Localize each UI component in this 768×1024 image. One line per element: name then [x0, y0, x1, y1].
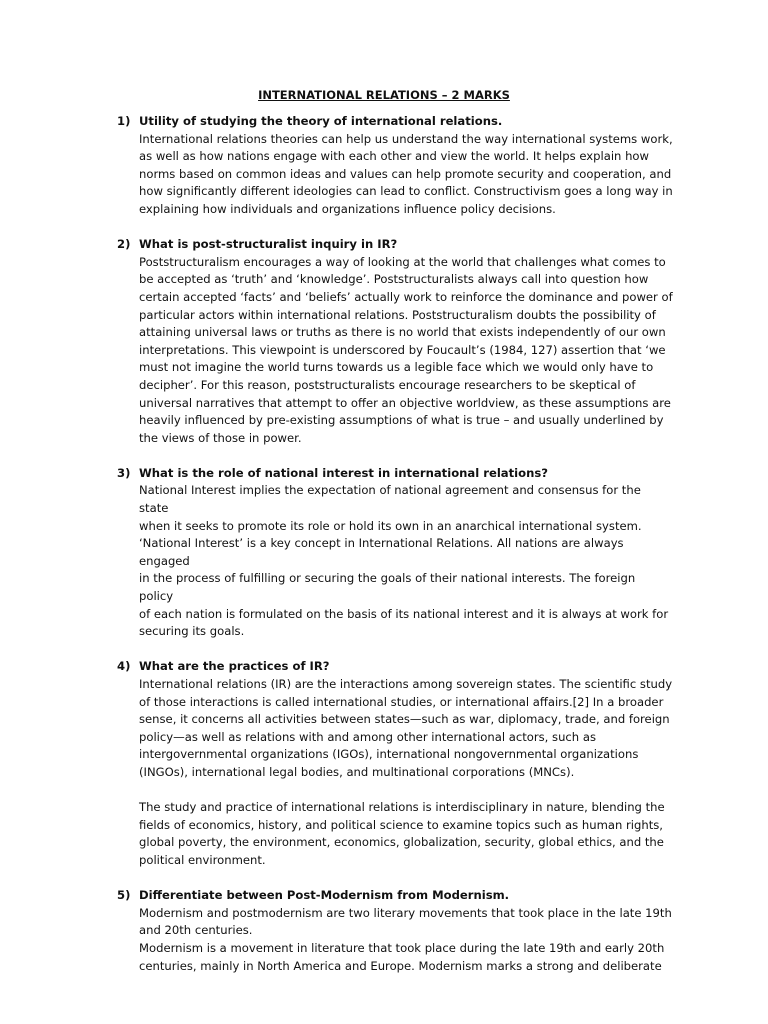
question-item — [117, 465, 673, 641]
question-number: 2) — [117, 237, 131, 252]
question-item — [117, 113, 673, 219]
question-number: 4) — [117, 659, 131, 674]
question-item — [117, 887, 673, 975]
answer-paragraph: International relations theories can help us understand the way international systems work, as well as how nations engage with each other and view the world. It helps explain how norms based on common ideas and values can help promote security and cooperation, and how significantly different ideologies can lead to conflict. Constructivism goes a long way in explaining how individuals and organizations influence policy decisions. — [139, 131, 673, 216]
question-title: What are the practices of IR? — [139, 659, 330, 674]
question-list — [117, 113, 673, 993]
answer-paragraph: The study and practice of international relations is interdisciplinary in nature, blending the fields of economics, history, and political science to examine topics such as human rights, global poverty, the environment, economics, globalization, security, global ethics, and the political environment. — [139, 800, 665, 867]
question-title: What is the role of national interest in international relations? — [139, 465, 548, 480]
question-heading — [117, 113, 673, 131]
answer-paragraph: Modernism and postmodernism are two literary movements that took place in the late 19th and 20th centuries. — [139, 905, 672, 938]
answer-body — [139, 131, 673, 219]
answer-paragraph: Modernism is a movement in literature that took place during the late 19th and early 20th centuries, mainly in North America and Europe. Modernism marks a strong and deliberate — [139, 940, 665, 973]
question-heading — [117, 658, 673, 676]
answer-body — [139, 254, 673, 448]
question-title: What is post-structuralist inquiry in IR? — [139, 237, 398, 252]
answer-paragraph: International relations (IR) are the interactions among sovereign states. The scientific study of those interactions is called international studies, or international affairs.[2] In a broader sense, it concerns all activities between states—such as war, diplomacy, trade, and foreign policy—as well as relations with and among other international actors, such as intergovernmental organizations (IGOs), international nongovernmental organizations (INGOs), international legal bodies, and multinational corporations (MNCs). — [139, 677, 673, 779]
question-item — [117, 658, 673, 869]
question-number: 1) — [117, 114, 131, 128]
answer-paragraph: Poststructuralism encourages a way of looking at the world that challenges what comes to be accepted as ‘truth’ and ‘knowledge’. Poststructuralists always call into question how certain accepted ‘facts’ and ‘beliefs’ actually work to reinforce the dominance and power of particular actors within international relations. Poststructuralism doubts the possibility of attaining universal laws or truths as there is no world that exists independently of our own interpretations. This viewpoint is underscored by Foucault’s (1984, 127) assertion that ‘we must not imagine the world turns towards us a legible face which we would only have to decipher’. For this reason, poststructuralists encourage researchers to be skeptical of universal narratives that attempt to offer an objective worldview, as these assumptions are heavily influenced by pre-existing assumptions of what is true – and usually underlined by the views of those in power. — [139, 254, 673, 445]
answer-body — [139, 905, 673, 975]
question-number: 3) — [117, 465, 131, 480]
answer-body — [139, 676, 673, 870]
question-heading — [117, 887, 673, 905]
document-title: INTERNATIONAL RELATIONS – 2 MARKS — [258, 88, 510, 102]
answer-body — [139, 482, 673, 640]
answer-paragraph: National Interest implies the expectation of national agreement and consensus for the state when it seeks to promote its role or hold its own in an anarchical international system. ‘National Interest’ is a key concept in International Relations. All nations are always engaged in the process of fulfilling or securing the goals of their national interests. The foreign policy of each nation is formulated on the basis of its national interest and it is always at work for securing its goals. — [139, 483, 669, 639]
question-number: 5) — [117, 888, 131, 903]
question-heading — [117, 236, 673, 254]
question-heading — [117, 465, 673, 483]
question-title: Utility of studying the theory of international relations. — [139, 114, 503, 128]
question-item — [117, 236, 673, 447]
question-title: Differentiate between Post-Modernism from Modernism. — [139, 888, 510, 903]
